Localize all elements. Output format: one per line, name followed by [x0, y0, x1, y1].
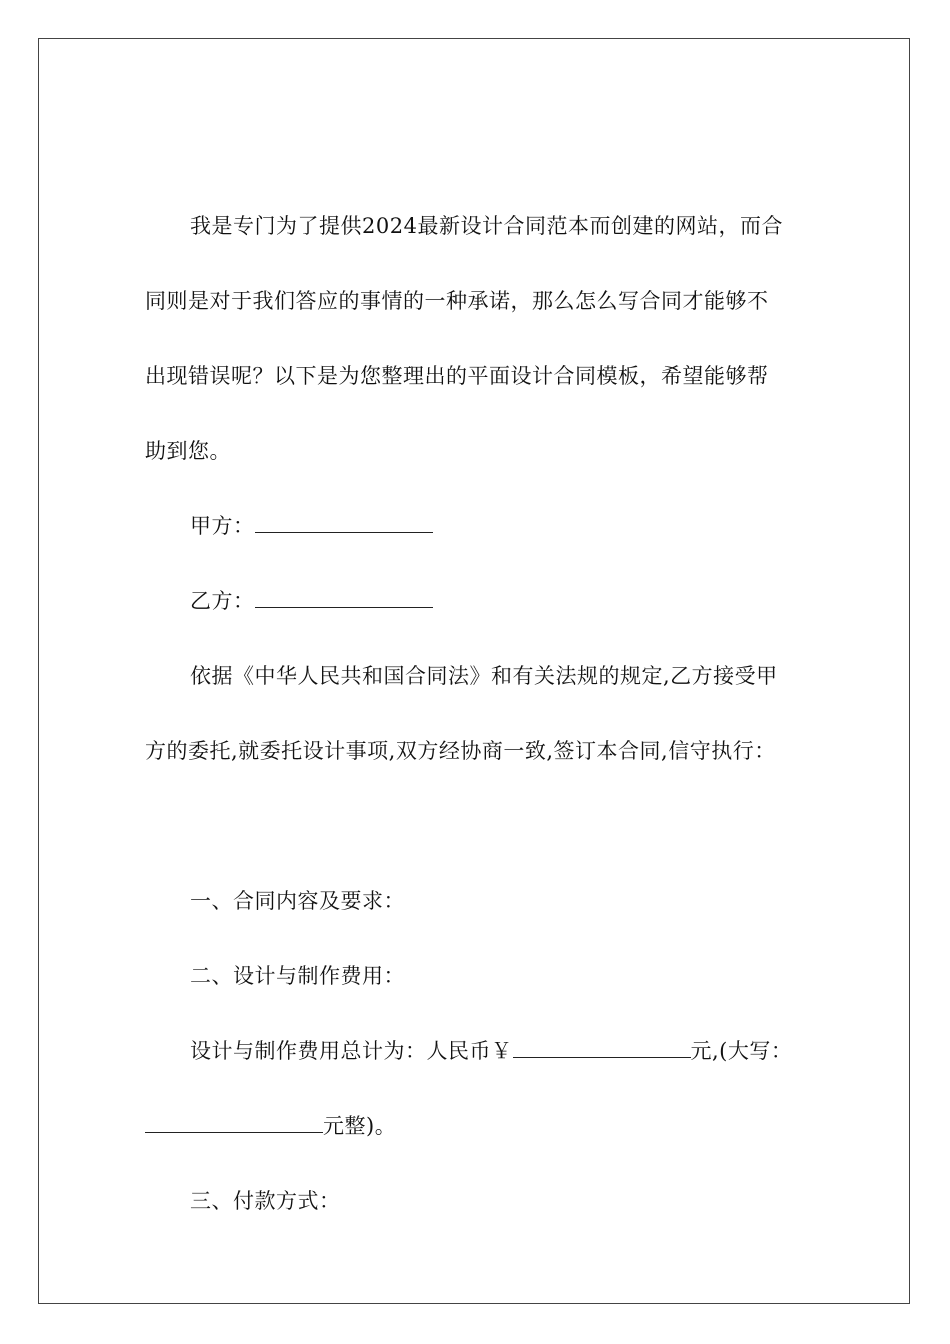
party-b-row [190, 586, 433, 616]
intro-line-3: 出现错误呢？以下是为您整理出的平面设计合同模板，希望能够帮 [145, 364, 769, 388]
fee-capital-blank [145, 1112, 323, 1133]
section-3-heading: 三、付款方式： [190, 1189, 341, 1213]
party-b-blank [255, 587, 433, 608]
fee-amount-blank [513, 1037, 691, 1058]
fee-capital-line [145, 1111, 396, 1141]
party-a-label: 甲方： [190, 514, 255, 538]
intro-line-1: 我是专门为了提供2024最新设计合同范本而创建的网站，而合 [190, 214, 783, 238]
fee-mid: 元,(大写： [690, 1039, 793, 1063]
party-b-label: 乙方： [190, 589, 255, 613]
intro-line-2: 同则是对于我们答应的事情的一种承诺，那么怎么写合同才能够不 [145, 289, 769, 313]
fee-line [190, 1036, 792, 1066]
section-2-heading: 二、设计与制作费用： [190, 964, 405, 988]
party-a-row [190, 511, 433, 541]
fee-prefix: 设计与制作费用总计为：人民币￥ [190, 1039, 513, 1063]
intro-line-4: 助到您。 [145, 439, 231, 463]
fee-suffix: 元整)。 [323, 1114, 397, 1138]
section-1-heading: 一、合同内容及要求： [190, 889, 405, 913]
preamble-line-2: 方的委托,就委托设计事项,双方经协商一致,签订本合同,信守执行： [145, 739, 776, 763]
preamble-line-1: 依据《中华人民共和国合同法》和有关法规的规定,乙方接受甲 [190, 664, 778, 688]
party-a-blank [255, 512, 433, 533]
